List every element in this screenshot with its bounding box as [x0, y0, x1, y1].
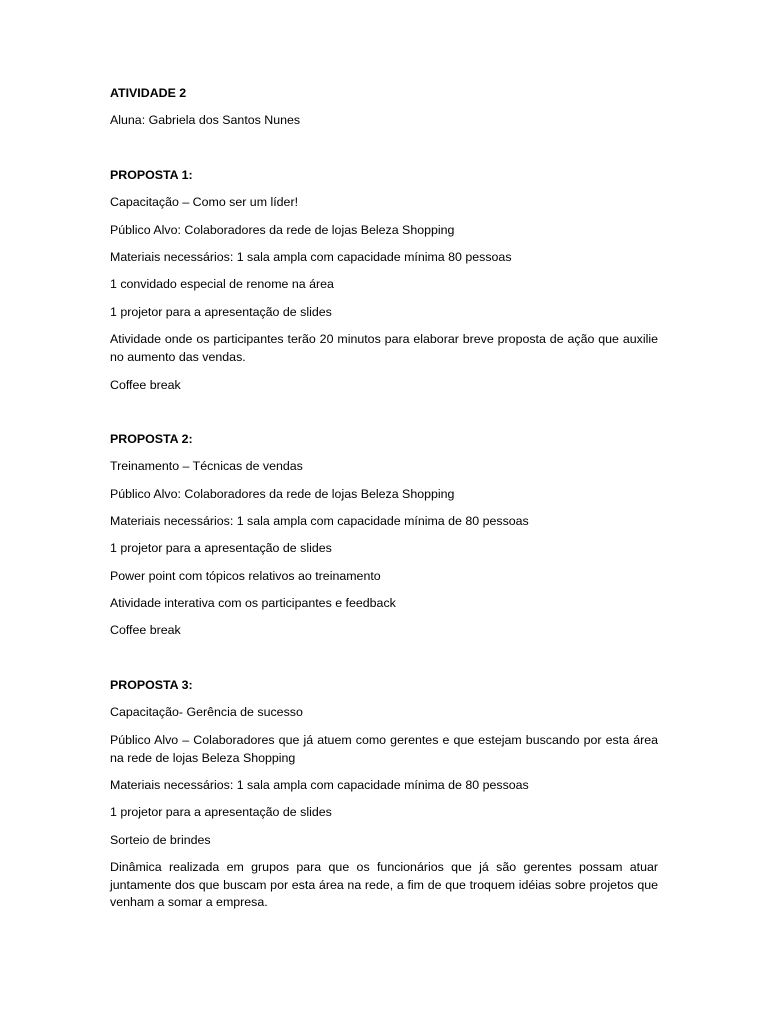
proposal-3-line-4: 1 projetor para a apresentação de slides	[110, 805, 332, 819]
proposal-1-line-2: Público Alvo: Colaboradores da rede de lojas Beleza Shopping	[110, 223, 455, 237]
proposal-3-audience-paragraph: Público Alvo – Colaboradores que já atuem como gerentes e que estejam buscando por esta área na rede de lojas Beleza Shopping	[110, 733, 658, 765]
proposal-3-dynamics-paragraph: Dinâmica realizada em grupos para que os funcionários que já são gerentes possam atuar juntamente dos que buscam por esta área na rede, a fim de que troquem idéias sobre projetos que venham a somar a empresa.	[110, 860, 658, 909]
proposal-2-line-4: 1 projetor para a apresentação de slides	[110, 541, 332, 555]
proposal-2-line-3: Materiais necessários: 1 sala ampla com capacidade mínima de 80 pessoas	[110, 514, 529, 528]
proposal-1-line-1: Capacitação – Como ser um líder!	[110, 195, 299, 209]
proposal-2-title: PROPOSTA 2:	[110, 432, 193, 446]
proposal-3-line-3: Materiais necessários: 1 sala ampla com capacidade mínima de 80 pessoas	[110, 778, 529, 792]
proposal-1-line-3: Materiais necessários: 1 sala ampla com capacidade mínima 80 pessoas	[110, 250, 512, 264]
proposal-3-title: PROPOSTA 3:	[110, 678, 193, 692]
proposal-2-line-6: Atividade interativa com os participantes e feedback	[110, 596, 396, 610]
proposal-1-title: PROPOSTA 1:	[110, 168, 193, 182]
proposal-2-line-1: Treinamento – Técnicas de vendas	[110, 459, 303, 473]
student-name: Aluna: Gabriela dos Santos Nunes	[110, 113, 301, 127]
proposal-2-line-2: Público Alvo: Colaboradores da rede de lojas Beleza Shopping	[110, 487, 455, 501]
proposal-1-line-4: 1 convidado especial de renome na área	[110, 277, 334, 291]
proposal-3-line-1: Capacitação- Gerência de sucesso	[110, 705, 303, 719]
proposal-2-line-5: Power point com tópicos relativos ao treinamento	[110, 569, 381, 583]
activity-title: ATIVIDADE 2	[110, 86, 187, 100]
proposal-1-line-5: 1 projetor para a apresentação de slides	[110, 305, 332, 319]
proposal-1-line-7: Coffee break	[110, 378, 181, 392]
proposal-1-paragraph: Atividade onde os participantes terão 20 minutos para elaborar breve proposta de ação que auxilie no aumento das vendas.	[110, 332, 658, 364]
proposal-2-line-7: Coffee break	[110, 623, 181, 637]
proposal-3-line-5: Sorteio de brindes	[110, 833, 211, 847]
